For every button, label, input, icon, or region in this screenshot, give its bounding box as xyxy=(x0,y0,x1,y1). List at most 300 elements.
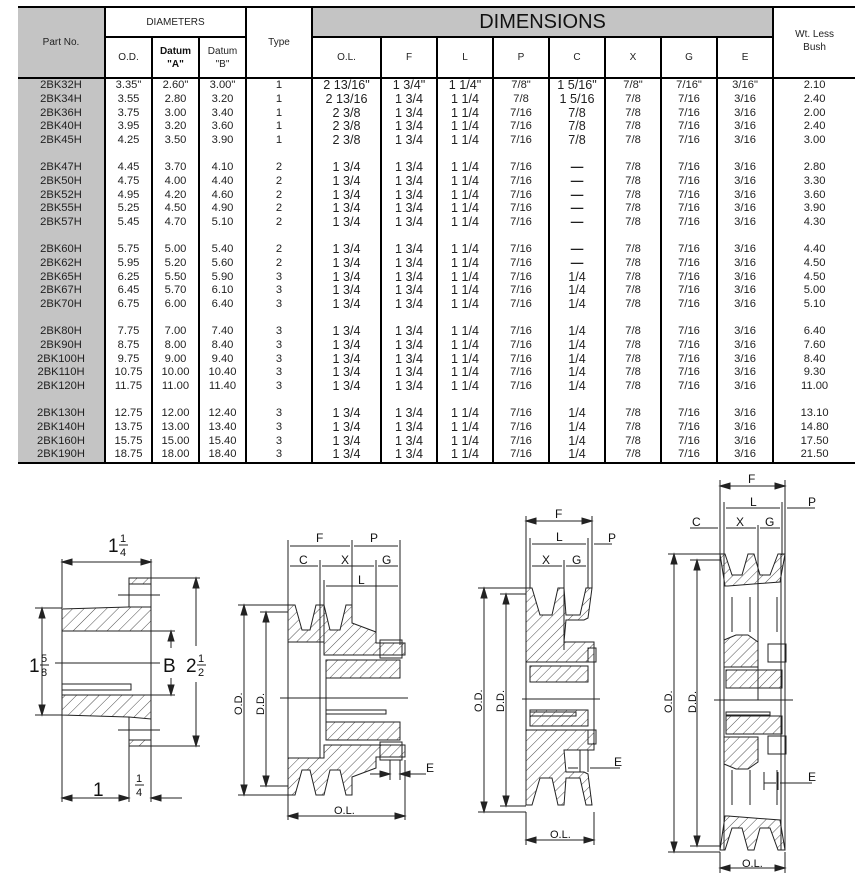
cell-p: 7/16 xyxy=(493,202,549,216)
cell-e: 3/16 xyxy=(717,353,773,367)
cell-x: 7/8 xyxy=(605,271,661,285)
cell-p: 7/16 xyxy=(493,161,549,175)
table-row xyxy=(18,325,855,339)
cell-ol: 1 3/4 xyxy=(312,448,381,463)
cell-x: 7/8 xyxy=(605,175,661,189)
cell-c: 1/4 xyxy=(549,353,605,367)
cell-od: 3.75 xyxy=(105,107,152,121)
cell-datum-a: 10.00 xyxy=(152,366,199,380)
cell-part-no: 2BK130H xyxy=(18,407,105,421)
spacer-cell xyxy=(549,312,605,325)
cell-g: 7/16 xyxy=(661,189,717,203)
cell-ol: 1 3/4 xyxy=(312,366,381,380)
pulley-spec-table xyxy=(18,6,855,464)
cell-c: 1/4 xyxy=(549,325,605,339)
cell-ol: 1 3/4 xyxy=(312,325,381,339)
spacer-cell xyxy=(773,148,855,161)
cell-wt-less-bush: 21.50 xyxy=(773,448,855,463)
cell-p: 7/16 xyxy=(493,284,549,298)
type2-p-label: P xyxy=(608,531,617,545)
type1-x-label: X xyxy=(341,553,350,567)
cell-c: — xyxy=(549,243,605,257)
cell-type: 3 xyxy=(246,339,312,353)
cell-datum-a: 8.00 xyxy=(152,339,199,353)
header-p: P xyxy=(493,37,549,78)
cell-c: 1/4 xyxy=(549,339,605,353)
cell-datum-a: 7.00 xyxy=(152,325,199,339)
cell-wt-less-bush: 2.40 xyxy=(773,120,855,134)
header-datum-a-line2: "A" xyxy=(167,58,184,70)
cell-datum-b: 10.40 xyxy=(199,366,246,380)
spacer-cell xyxy=(717,312,773,325)
type3-p-label: P xyxy=(808,495,817,509)
spacer-cell xyxy=(605,230,661,243)
cell-e: 3/16 xyxy=(717,216,773,230)
svg-text:4: 4 xyxy=(120,547,127,559)
cell-g: 7/16 xyxy=(661,448,717,463)
cell-part-no: 2BK110H xyxy=(18,366,105,380)
cell-datum-a: 12.00 xyxy=(152,407,199,421)
cell-type: 3 xyxy=(246,298,312,312)
cell-datum-a: 2.60" xyxy=(152,78,199,93)
cell-part-no: 2BK52H xyxy=(18,189,105,203)
cell-od: 5.25 xyxy=(105,202,152,216)
header-l: L xyxy=(437,37,493,78)
cell-wt-less-bush: 3.90 xyxy=(773,202,855,216)
cell-od: 4.45 xyxy=(105,161,152,175)
cell-wt-less-bush: 4.50 xyxy=(773,257,855,271)
cell-g: 7/16 xyxy=(661,380,717,394)
cell-part-no: 2BK120H xyxy=(18,380,105,394)
cell-part-no: 2BK45H xyxy=(18,134,105,148)
bush-drawing xyxy=(0,500,230,830)
header-ol: O.L. xyxy=(312,37,381,78)
cell-p: 7/16 xyxy=(493,271,549,285)
cell-datum-b: 3.90 xyxy=(199,134,246,148)
table-row xyxy=(18,107,855,121)
svg-text:2: 2 xyxy=(198,667,205,679)
cell-e: 3/16 xyxy=(717,298,773,312)
cell-f: 1 3/4 xyxy=(381,257,437,271)
cell-f: 1 3/4 xyxy=(381,120,437,134)
cell-part-no: 2BK34H xyxy=(18,93,105,107)
cell-x: 7/8 xyxy=(605,407,661,421)
cell-datum-b: 5.60 xyxy=(199,257,246,271)
cell-ol: 1 3/4 xyxy=(312,202,381,216)
cell-x: 7/8 xyxy=(605,339,661,353)
cell-e: 3/16 xyxy=(717,120,773,134)
cell-g: 7/16 xyxy=(661,175,717,189)
cell-datum-a: 3.70 xyxy=(152,161,199,175)
cell-type: 1 xyxy=(246,78,312,93)
cell-datum-b: 9.40 xyxy=(199,353,246,367)
cell-type: 1 xyxy=(246,120,312,134)
header-od: O.D. xyxy=(105,37,152,78)
cell-l: 1 1/4 xyxy=(437,421,493,435)
cell-p: 7/16 xyxy=(493,189,549,203)
header-g: G xyxy=(661,37,717,78)
svg-text:1: 1 xyxy=(29,656,40,677)
table-row xyxy=(18,366,855,380)
cell-datum-b: 3.00" xyxy=(199,78,246,93)
header-type: Type xyxy=(246,7,312,78)
cell-part-no: 2BK40H xyxy=(18,120,105,134)
table-row xyxy=(18,407,855,421)
type1-od-label: O.D. xyxy=(233,692,245,715)
cell-c: 1/4 xyxy=(549,366,605,380)
cell-datum-a: 4.70 xyxy=(152,216,199,230)
spacer-cell xyxy=(18,394,105,407)
spacer-cell xyxy=(152,230,199,243)
cell-x: 7/8 xyxy=(605,202,661,216)
header-weight-less-bush xyxy=(773,7,855,78)
cell-type: 3 xyxy=(246,366,312,380)
cell-wt-less-bush: 2.10 xyxy=(773,78,855,93)
header-part-no: Part No. xyxy=(18,7,105,78)
cell-wt-less-bush: 17.50 xyxy=(773,435,855,449)
spacer-cell xyxy=(246,394,312,407)
cell-datum-b: 8.40 xyxy=(199,339,246,353)
cell-g: 7/16" xyxy=(661,78,717,93)
cell-e: 3/16 xyxy=(717,271,773,285)
cell-part-no: 2BK57H xyxy=(18,216,105,230)
spacer-cell xyxy=(199,394,246,407)
cell-g: 7/16 xyxy=(661,298,717,312)
cell-ol: 1 3/4 xyxy=(312,380,381,394)
cell-wt-less-bush: 9.30 xyxy=(773,366,855,380)
cell-f: 1 3/4 xyxy=(381,243,437,257)
cell-g: 7/16 xyxy=(661,435,717,449)
cell-datum-a: 2.80 xyxy=(152,93,199,107)
table-row xyxy=(18,284,855,298)
type1-g-label: G xyxy=(382,553,392,567)
cell-ol: 1 3/4 xyxy=(312,407,381,421)
spacer-cell xyxy=(18,312,105,325)
cell-type: 3 xyxy=(246,271,312,285)
table-row xyxy=(18,93,855,107)
cell-f: 1 3/4 xyxy=(381,161,437,175)
cell-wt-less-bush: 13.10 xyxy=(773,407,855,421)
table-row xyxy=(18,120,855,134)
cell-part-no: 2BK67H xyxy=(18,284,105,298)
cell-type: 2 xyxy=(246,202,312,216)
header-e: E xyxy=(717,37,773,78)
cell-type: 3 xyxy=(246,421,312,435)
spacer-cell xyxy=(312,394,381,407)
cell-x: 7/8 xyxy=(605,107,661,121)
table-body xyxy=(18,78,855,463)
cell-l: 1 1/4 xyxy=(437,366,493,380)
cell-l: 1 1/4 xyxy=(437,134,493,148)
cell-x: 7/8 xyxy=(605,421,661,435)
cell-part-no: 2BK160H xyxy=(18,435,105,449)
cell-datum-b: 5.10 xyxy=(199,216,246,230)
cell-datum-b: 12.40 xyxy=(199,407,246,421)
cell-od: 5.95 xyxy=(105,257,152,271)
cell-e: 3/16 xyxy=(717,175,773,189)
table-row xyxy=(18,161,855,175)
type2-e-label: E xyxy=(614,755,623,769)
cell-c: 1/4 xyxy=(549,271,605,285)
type2-pulley-diagram xyxy=(460,500,660,850)
cell-od: 8.75 xyxy=(105,339,152,353)
cell-wt-less-bush: 3.00 xyxy=(773,134,855,148)
cell-datum-b: 4.40 xyxy=(199,175,246,189)
cell-od: 6.25 xyxy=(105,271,152,285)
spacer-cell xyxy=(199,148,246,161)
cell-l: 1 1/4 xyxy=(437,448,493,463)
cell-l: 1 1/4 xyxy=(437,435,493,449)
spacer-cell xyxy=(437,394,493,407)
cell-ol: 1 3/4 xyxy=(312,298,381,312)
cell-datum-a: 4.50 xyxy=(152,202,199,216)
cell-wt-less-bush: 6.40 xyxy=(773,325,855,339)
cell-e: 3/16 xyxy=(717,189,773,203)
cell-f: 1 3/4 xyxy=(381,435,437,449)
cell-od: 3.95 xyxy=(105,120,152,134)
cell-g: 7/16 xyxy=(661,284,717,298)
cell-g: 7/16 xyxy=(661,271,717,285)
cell-p: 7/16 xyxy=(493,298,549,312)
cell-e: 3/16 xyxy=(717,202,773,216)
cell-wt-less-bush: 5.00 xyxy=(773,284,855,298)
cell-wt-less-bush: 4.50 xyxy=(773,271,855,285)
cell-f: 1 3/4 xyxy=(381,339,437,353)
type3-pulley-drawing xyxy=(650,470,863,873)
cell-c: — xyxy=(549,202,605,216)
type3-dd-label: D.D. xyxy=(687,691,699,713)
type1-p-label: P xyxy=(370,531,379,545)
cell-part-no: 2BK90H xyxy=(18,339,105,353)
cell-c: — xyxy=(549,257,605,271)
cell-datum-b: 6.10 xyxy=(199,284,246,298)
cell-od: 7.75 xyxy=(105,325,152,339)
svg-text:4: 4 xyxy=(136,787,143,799)
cell-c: 1/4 xyxy=(549,407,605,421)
cell-e: 3/16" xyxy=(717,78,773,93)
cell-l: 1 1/4 xyxy=(437,257,493,271)
table-row xyxy=(18,435,855,449)
spacer-cell xyxy=(152,148,199,161)
cell-part-no: 2BK80H xyxy=(18,325,105,339)
cell-datum-b: 3.20 xyxy=(199,93,246,107)
bush-bore-dia-label xyxy=(29,653,49,679)
spacer-cell xyxy=(605,312,661,325)
spacer-cell xyxy=(493,312,549,325)
cell-datum-b: 5.90 xyxy=(199,271,246,285)
cell-datum-a: 11.00 xyxy=(152,380,199,394)
cell-l: 1 1/4 xyxy=(437,175,493,189)
cell-p: 7/16 xyxy=(493,448,549,463)
cell-f: 1 3/4 xyxy=(381,93,437,107)
cell-e: 3/16 xyxy=(717,107,773,121)
cell-l: 1 1/4 xyxy=(437,107,493,121)
cell-f: 1 3/4 xyxy=(381,216,437,230)
cell-type: 2 xyxy=(246,175,312,189)
cell-f: 1 3/4 xyxy=(381,271,437,285)
cell-c: — xyxy=(549,189,605,203)
cell-l: 1 1/4 xyxy=(437,407,493,421)
cell-datum-a: 4.20 xyxy=(152,189,199,203)
cell-wt-less-bush: 4.40 xyxy=(773,243,855,257)
header-dimensions: DIMENSIONS xyxy=(312,7,773,37)
spacer-cell xyxy=(493,148,549,161)
cell-c: 1/4 xyxy=(549,298,605,312)
table-row xyxy=(18,216,855,230)
cell-g: 7/16 xyxy=(661,353,717,367)
cell-e: 3/16 xyxy=(717,380,773,394)
cell-type: 3 xyxy=(246,380,312,394)
bush-width-top-label xyxy=(108,533,128,559)
cell-l: 1 1/4 xyxy=(437,271,493,285)
group-spacer xyxy=(18,394,855,407)
cell-ol: 1 3/4 xyxy=(312,161,381,175)
type2-pulley-drawing xyxy=(460,500,660,850)
cell-g: 7/16 xyxy=(661,257,717,271)
cell-e: 3/16 xyxy=(717,284,773,298)
table-row xyxy=(18,380,855,394)
cell-p: 7/16 xyxy=(493,421,549,435)
cell-f: 1 3/4 xyxy=(381,380,437,394)
cell-x: 7/8 xyxy=(605,380,661,394)
cell-type: 2 xyxy=(246,161,312,175)
cell-wt-less-bush: 2.40 xyxy=(773,93,855,107)
cell-part-no: 2BK140H xyxy=(18,421,105,435)
cell-f: 1 3/4 xyxy=(381,407,437,421)
cell-g: 7/16 xyxy=(661,407,717,421)
cell-od: 13.75 xyxy=(105,421,152,435)
cell-x: 7/8 xyxy=(605,448,661,463)
cell-wt-less-bush: 7.60 xyxy=(773,339,855,353)
cell-ol: 1 3/4 xyxy=(312,435,381,449)
type1-f-label: F xyxy=(316,531,324,545)
cell-x: 7/8 xyxy=(605,298,661,312)
cell-od: 9.75 xyxy=(105,353,152,367)
cell-od: 11.75 xyxy=(105,380,152,394)
cell-c: 1 5/16 xyxy=(549,93,605,107)
cell-g: 7/16 xyxy=(661,216,717,230)
cell-x: 7/8 xyxy=(605,189,661,203)
spacer-cell xyxy=(246,148,312,161)
cell-od: 4.25 xyxy=(105,134,152,148)
bush-flange-dia-label xyxy=(186,653,206,679)
cell-g: 7/16 xyxy=(661,325,717,339)
cell-e: 3/16 xyxy=(717,339,773,353)
cell-e: 3/16 xyxy=(717,257,773,271)
cell-x: 7/8" xyxy=(605,78,661,93)
cell-c: 7/8 xyxy=(549,107,605,121)
spacer-cell xyxy=(661,394,717,407)
cell-p: 7/16 xyxy=(493,435,549,449)
cell-x: 7/8 xyxy=(605,93,661,107)
spacer-cell xyxy=(549,394,605,407)
cell-ol: 2 3/8 xyxy=(312,134,381,148)
cell-c: — xyxy=(549,216,605,230)
cell-p: 7/16 xyxy=(493,243,549,257)
cell-type: 2 xyxy=(246,189,312,203)
cell-l: 1 1/4 xyxy=(437,93,493,107)
spacer-cell xyxy=(717,148,773,161)
header-weight-line1: Wt. Less xyxy=(795,29,835,40)
cell-type: 1 xyxy=(246,93,312,107)
cell-part-no: 2BK55H xyxy=(18,202,105,216)
cell-l: 1 1/4 xyxy=(437,161,493,175)
cell-l: 1 1/4" xyxy=(437,78,493,93)
bush-diagram xyxy=(0,500,230,830)
cell-ol: 2 3/8 xyxy=(312,107,381,121)
cell-l: 1 1/4 xyxy=(437,380,493,394)
cell-e: 3/16 xyxy=(717,243,773,257)
cell-f: 1 3/4 xyxy=(381,175,437,189)
cell-type: 3 xyxy=(246,435,312,449)
cell-wt-less-bush: 4.30 xyxy=(773,216,855,230)
cell-c: — xyxy=(549,175,605,189)
cell-datum-a: 9.00 xyxy=(152,353,199,367)
spacer-cell xyxy=(18,230,105,243)
cell-ol: 1 3/4 xyxy=(312,243,381,257)
cell-l: 1 1/4 xyxy=(437,202,493,216)
cell-od: 5.45 xyxy=(105,216,152,230)
cell-ol: 2 13/16" xyxy=(312,78,381,93)
cell-f: 1 3/4 xyxy=(381,353,437,367)
cell-f: 1 3/4 xyxy=(381,134,437,148)
cell-p: 7/16 xyxy=(493,216,549,230)
cell-f: 1 3/4 xyxy=(381,107,437,121)
type1-ol-label: O.L. xyxy=(334,805,355,817)
cell-g: 7/16 xyxy=(661,107,717,121)
cell-part-no: 2BK190H xyxy=(18,448,105,463)
spacer-cell xyxy=(661,148,717,161)
table-row xyxy=(18,175,855,189)
cell-g: 7/16 xyxy=(661,202,717,216)
cell-part-no: 2BK62H xyxy=(18,257,105,271)
cell-wt-less-bush: 3.30 xyxy=(773,175,855,189)
cell-g: 7/16 xyxy=(661,134,717,148)
header-datum-a-line1: Datum xyxy=(159,45,192,57)
cell-part-no: 2BK65H xyxy=(18,271,105,285)
cell-x: 7/8 xyxy=(605,120,661,134)
cell-l: 1 1/4 xyxy=(437,325,493,339)
cell-part-no: 2BK47H xyxy=(18,161,105,175)
svg-text:1: 1 xyxy=(198,653,205,665)
cell-part-no: 2BK60H xyxy=(18,243,105,257)
type3-od-label: O.D. xyxy=(663,690,675,713)
spacer-cell xyxy=(105,394,152,407)
cell-type: 3 xyxy=(246,448,312,463)
cell-l: 1 1/4 xyxy=(437,284,493,298)
svg-text:1: 1 xyxy=(108,536,119,557)
cell-wt-less-bush: 2.80 xyxy=(773,161,855,175)
cell-c: 1/4 xyxy=(549,284,605,298)
group-spacer xyxy=(18,312,855,325)
cell-datum-a: 5.00 xyxy=(152,243,199,257)
cell-f: 1 3/4 xyxy=(381,325,437,339)
cell-type: 2 xyxy=(246,243,312,257)
header-datum-b-line2: "B" xyxy=(215,58,230,70)
cell-type: 3 xyxy=(246,353,312,367)
cell-part-no: 2BK32H xyxy=(18,78,105,93)
cell-l: 1 1/4 xyxy=(437,298,493,312)
cell-datum-b: 15.40 xyxy=(199,435,246,449)
cell-f: 1 3/4 xyxy=(381,421,437,435)
cell-od: 5.75 xyxy=(105,243,152,257)
spacer-cell xyxy=(717,394,773,407)
cell-f: 1 3/4 xyxy=(381,202,437,216)
cell-f: 1 3/4 xyxy=(381,189,437,203)
spacer-cell xyxy=(717,230,773,243)
cell-datum-a: 3.50 xyxy=(152,134,199,148)
cell-od: 10.75 xyxy=(105,366,152,380)
